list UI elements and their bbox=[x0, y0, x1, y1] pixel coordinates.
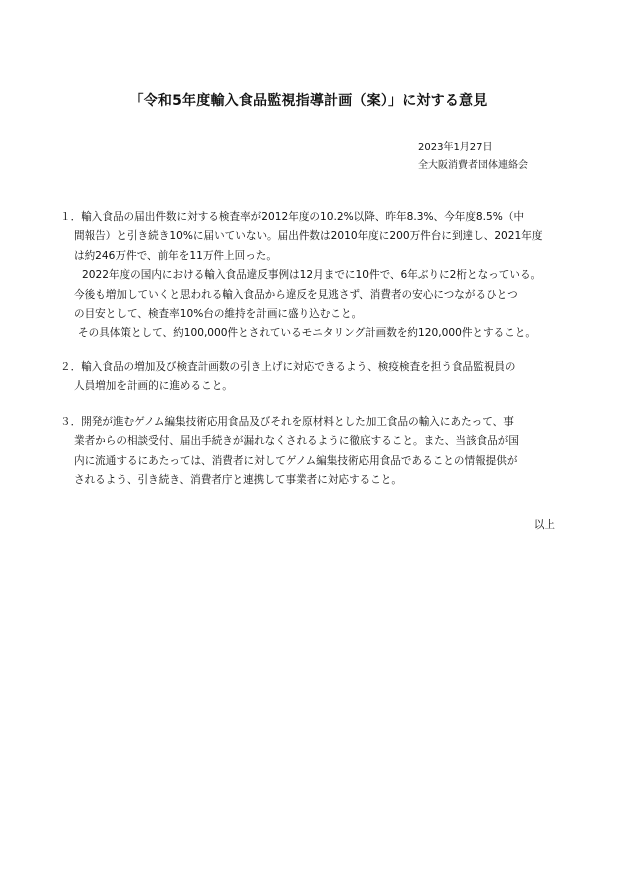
document-date: 2023年1月27日 bbox=[418, 142, 493, 153]
section-line: 2022年度の国内における輸入食品違反事例は12月までに10件で、6年ぶりに2桁となっている。 bbox=[82, 269, 542, 282]
section-line: 内に流通するにあたっては、消費者に対してゲノム編集技術応用食品であることの情報提供が bbox=[74, 454, 518, 467]
section-line: 業者からの相談受付、届出手続きが漏れなくされるように徹底すること。また、当該食品が国 bbox=[74, 435, 519, 448]
section-2 bbox=[60, 358, 560, 397]
document-title: 「令和5年度輸入食品監視指導計画（案）」に対する意見 bbox=[129, 93, 488, 109]
section-line: は約246万件で、前年を11万件上回った。 bbox=[74, 249, 277, 262]
section-line: 今後も増加していくと思われる輸入食品から違反を見逃さず、消費者の安心につながるひとつ bbox=[74, 288, 518, 301]
section-line: １．輸入食品の届出件数に対する検査率が2012年度の10.2%以降、昨年8.3%、今年度8.5%（中 bbox=[60, 211, 525, 223]
section-line: その具体策として、約100,000件とされているモニタリング計画数を約120,000件とすること。 bbox=[78, 327, 536, 340]
author-organization: 全大阪消費者団体連絡会 bbox=[418, 160, 528, 171]
section-line: 間報告）と引き続き10%に届いていない。届出件数は2010年度に200万件台に到達し、2021年度 bbox=[74, 230, 543, 243]
section-3 bbox=[60, 413, 560, 491]
section-line: ２．輸入食品の増加及び検査計画数の引き上げに対応できるよう、検疫検査を担う食品監視員の bbox=[60, 361, 516, 373]
closing-mark: 以上 bbox=[533, 519, 555, 531]
section-line: 人員増加を計画的に進めること。 bbox=[74, 380, 233, 393]
section-1 bbox=[60, 208, 560, 344]
section-line: ３．開発が進むゲノム編集技術応用食品及びそれを原材料とした加工食品の輸入にあたって、事 bbox=[60, 416, 514, 428]
section-line: されるよう、引き続き、消費者庁と連携して事業者に対応すること。 bbox=[74, 474, 402, 487]
section-line: の目安として、検査率10%台の維持を計画に盛り込むこと。 bbox=[74, 307, 363, 320]
